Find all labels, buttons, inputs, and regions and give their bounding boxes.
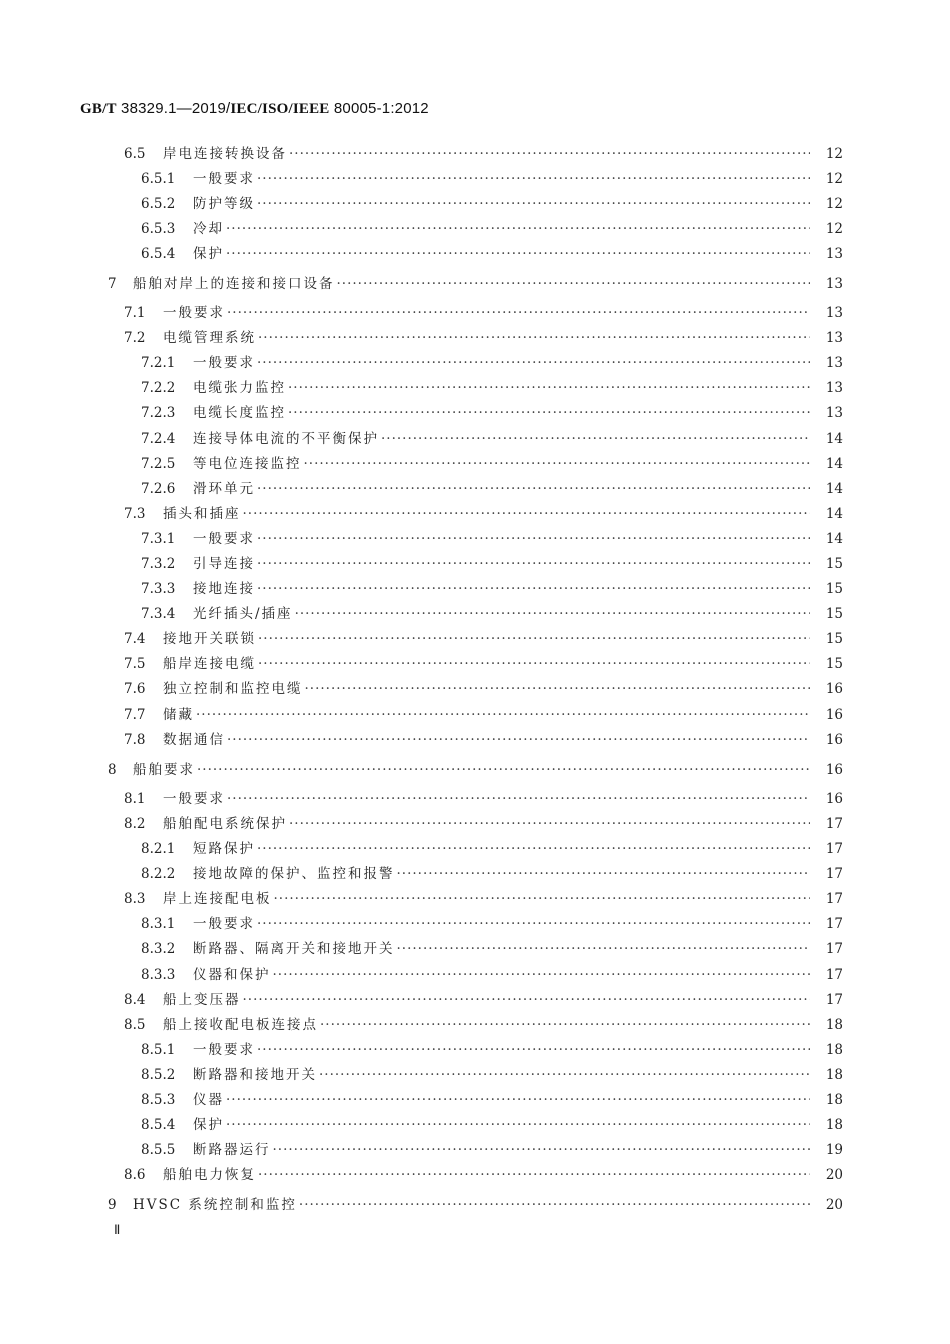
toc-entry-title: 一般要求	[163, 790, 225, 807]
toc-entry-page: 14	[825, 505, 843, 522]
toc-entry[interactable]	[0, 728, 950, 753]
toc-entry-number: 7.6	[124, 681, 146, 698]
toc-entry[interactable]	[0, 167, 950, 192]
toc-entry-title: 保护	[193, 245, 224, 262]
dot-leader	[243, 988, 811, 1013]
toc-entry-page: 15	[825, 606, 843, 623]
toc-entry-page: 13	[825, 380, 843, 397]
toc-entry-title: 仪器和保护	[193, 966, 271, 983]
toc-entry-page: 13	[825, 245, 843, 262]
toc-entry-title: 船上变压器	[163, 991, 241, 1008]
toc-entry-page: 17	[825, 891, 843, 908]
dot-leader	[381, 427, 810, 452]
toc-entry-number: 8.6	[124, 1167, 146, 1184]
dot-leader	[227, 301, 810, 326]
dot-leader	[305, 677, 811, 702]
toc-entry[interactable]	[0, 837, 950, 862]
dot-leader	[273, 963, 811, 988]
standard-prefix: GB/T	[80, 101, 117, 117]
toc-entry-number: 7.2.6	[141, 480, 176, 497]
toc-entry-page: 13	[825, 330, 843, 347]
toc-entry-number: 7.8	[124, 731, 146, 748]
toc-entry-number: 8.5	[124, 1016, 146, 1033]
toc-entry-title: 冷却	[193, 220, 224, 237]
toc-entry-page: 15	[825, 631, 843, 648]
dot-leader	[257, 192, 810, 217]
dot-leader	[258, 652, 810, 677]
dot-leader	[243, 502, 811, 527]
toc-entry-title: 船上接收配电板连接点	[163, 1016, 318, 1033]
toc-entry-number: 6.5.3	[141, 220, 176, 237]
toc-entry-number: 7.2.1	[141, 355, 176, 372]
toc-entry-number: 8.3	[124, 891, 146, 908]
toc-entry-title: 一般要求	[193, 530, 255, 547]
toc-entry-title: 光纤插头/插座	[193, 606, 293, 623]
toc-entry-title: 引导连接	[193, 556, 255, 572]
document-header	[80, 100, 429, 118]
dot-leader	[197, 758, 810, 783]
toc-entry-title: 断路器运行	[193, 1142, 271, 1159]
dot-leader	[226, 242, 810, 267]
toc-entry-title: 船舶对岸上的连接和接口设备	[133, 275, 335, 292]
toc-entry-title: 电缆长度监控	[193, 405, 286, 422]
toc-entry-page: 17	[825, 815, 843, 832]
toc-entry-number: 7	[108, 275, 117, 292]
toc-entry-page: 18	[825, 1091, 843, 1108]
toc-entry-page: 16	[825, 706, 843, 723]
toc-entry-title: HVSC 系统控制和监控	[133, 1197, 297, 1214]
toc-entry[interactable]	[0, 652, 950, 677]
dot-leader	[258, 326, 810, 351]
toc-entry-page: 17	[825, 841, 843, 858]
toc-entry-page: 16	[825, 761, 843, 778]
dot-leader	[257, 477, 810, 502]
dot-leader	[226, 1113, 810, 1138]
toc-entry-number: 8.3.3	[141, 966, 176, 983]
toc-entry-number: 8.4	[124, 991, 146, 1008]
toc-entry-title: 岸上连接配电板	[163, 891, 272, 908]
toc-entry-page: 12	[825, 220, 843, 237]
toc-entry-number: 8.3.2	[141, 941, 176, 958]
toc-entry-number: 6.5.1	[141, 170, 176, 187]
dot-leader	[289, 812, 810, 837]
toc-entry-page: 13	[825, 405, 843, 422]
toc-entry-page: 13	[825, 275, 843, 292]
toc-entry-number: 7.4	[124, 631, 146, 648]
toc-entry-title: 电缆张力监控	[193, 380, 286, 397]
toc-entry[interactable]	[0, 887, 950, 912]
toc-entry-page: 19	[825, 1142, 843, 1159]
dot-leader	[397, 862, 811, 887]
toc-entry[interactable]	[0, 627, 950, 652]
toc-entry-page: 12	[825, 170, 843, 187]
toc-entry-number: 8.5.4	[141, 1117, 176, 1134]
standard-intl-number: 80005-1:2012	[329, 100, 429, 117]
toc-entry[interactable]	[0, 192, 950, 217]
toc-entry-page: 17	[825, 916, 843, 933]
dot-leader	[257, 1038, 810, 1063]
toc-entry-title: 滑环单元	[193, 480, 255, 497]
toc-entry[interactable]	[0, 988, 950, 1013]
toc-entry[interactable]	[0, 452, 950, 477]
toc-entry-title: 等电位连接监控	[193, 455, 302, 472]
toc-entry-page: 14	[825, 530, 843, 547]
toc-entry-title: 一般要求	[193, 355, 255, 372]
toc-entry-page: 17	[825, 866, 843, 883]
toc-entry-number: 8.5.1	[141, 1041, 176, 1058]
toc-entry-title: 船岸连接电缆	[163, 656, 256, 673]
toc-entry[interactable]	[0, 326, 950, 351]
toc-entry-number: 6.5.4	[141, 245, 176, 262]
dot-leader	[320, 1013, 810, 1038]
toc-entry-number: 8.5.2	[141, 1066, 176, 1083]
dot-leader	[295, 602, 810, 627]
toc-entry[interactable]	[0, 527, 950, 552]
toc-entry[interactable]	[0, 1013, 950, 1038]
toc-entry[interactable]	[0, 552, 950, 577]
toc-entry[interactable]	[0, 862, 950, 887]
toc-entry-number: 6.5	[124, 145, 146, 162]
toc-entry-page: 18	[825, 1117, 843, 1134]
dot-leader	[319, 1063, 810, 1088]
page-number: Ⅱ	[114, 1222, 121, 1237]
toc-entry[interactable]	[0, 787, 950, 812]
toc-entry[interactable]	[0, 677, 950, 702]
toc-entry-number: 6.5.2	[141, 195, 176, 212]
toc-entry-number: 9	[108, 1197, 117, 1214]
toc-entry-page: 16	[825, 731, 843, 748]
toc-entry[interactable]	[0, 937, 950, 962]
toc-entry-title: 接地连接	[193, 581, 255, 598]
toc-entry-number: 8.3.1	[141, 916, 176, 933]
toc-entry-number: 7.2.2	[141, 380, 176, 397]
toc-chapter-entry[interactable]	[0, 267, 950, 301]
toc-entry-title: 电缆管理系统	[163, 330, 256, 347]
dot-leader	[288, 401, 810, 426]
table-of-contents	[0, 142, 950, 1223]
toc-entry-title: 保护	[193, 1117, 224, 1134]
toc-entry[interactable]	[0, 401, 950, 426]
dot-leader	[257, 577, 810, 602]
toc-entry-page: 13	[825, 355, 843, 372]
dot-leader	[227, 787, 810, 812]
toc-entry-title: 接地故障的保护、监控和报警	[193, 866, 395, 883]
toc-entry-title: 仪器	[193, 1091, 224, 1108]
toc-entry-title: 船舶电力恢复	[163, 1167, 256, 1184]
toc-entry[interactable]	[0, 502, 950, 527]
toc-entry-number: 7.5	[124, 656, 146, 673]
toc-entry-page: 14	[825, 480, 843, 497]
toc-entry[interactable]	[0, 602, 950, 627]
toc-entry[interactable]	[0, 1063, 950, 1088]
toc-entry-title: 插头和插座	[163, 505, 241, 522]
dot-leader	[257, 912, 810, 937]
toc-entry[interactable]	[0, 1038, 950, 1063]
toc-entry-page: 15	[825, 556, 843, 572]
toc-entry-title: 断路器和接地开关	[193, 1066, 317, 1083]
toc-entry-number: 7.2	[124, 330, 146, 347]
toc-entry-title: 短路保护	[193, 841, 255, 858]
toc-entry-title: 一般要求	[193, 170, 255, 187]
toc-entry-page: 15	[825, 581, 843, 598]
toc-entry-number: 7.2.4	[141, 430, 176, 447]
toc-entry-number: 8.2	[124, 815, 146, 832]
toc-entry[interactable]	[0, 812, 950, 837]
toc-entry-number: 7.3	[124, 505, 146, 522]
toc-entry-page: 16	[825, 681, 843, 698]
toc-entry[interactable]	[0, 477, 950, 502]
standard-number: 38329.1—2019/	[116, 100, 231, 117]
toc-entry[interactable]	[0, 1113, 950, 1138]
toc-chapter-entry[interactable]	[0, 1188, 950, 1222]
toc-entry-page: 15	[825, 656, 843, 673]
toc-entry-number: 8.1	[124, 790, 146, 807]
dot-leader	[397, 937, 811, 962]
toc-entry-number: 8.5.3	[141, 1091, 176, 1108]
toc-entry-page: 17	[825, 941, 843, 958]
dot-leader	[299, 1193, 810, 1218]
toc-entry[interactable]	[0, 427, 950, 452]
toc-entry-page: 18	[825, 1041, 843, 1058]
toc-entry-page: 16	[825, 790, 843, 807]
toc-entry-page: 12	[825, 195, 843, 212]
dot-leader	[288, 376, 810, 401]
toc-entry-number: 7.3.3	[141, 581, 176, 598]
dot-leader	[258, 627, 810, 652]
toc-entry[interactable]	[0, 217, 950, 242]
toc-entry[interactable]	[0, 577, 950, 602]
dot-leader	[273, 1138, 811, 1163]
toc-entry[interactable]	[0, 1088, 950, 1113]
standard-orgs: IEC/ISO/IEEE	[230, 101, 330, 117]
toc-entry[interactable]	[0, 242, 950, 267]
toc-entry-page: 20	[825, 1167, 843, 1184]
toc-entry-page: 12	[825, 145, 843, 162]
dot-leader	[257, 552, 810, 577]
dot-leader	[257, 527, 810, 552]
toc-entry[interactable]	[0, 1138, 950, 1163]
dot-leader	[304, 452, 811, 477]
dot-leader	[257, 837, 810, 862]
toc-entry-number: 8.5.5	[141, 1142, 176, 1159]
toc-chapter-entry[interactable]	[0, 753, 950, 787]
toc-entry[interactable]	[0, 912, 950, 937]
toc-entry-page: 20	[825, 1197, 843, 1214]
toc-entry-number: 7.1	[124, 305, 146, 322]
toc-entry-title: 船舶配电系统保护	[163, 815, 287, 832]
dot-leader	[274, 887, 811, 912]
dot-leader	[258, 1163, 810, 1188]
toc-entry-title: 岸电连接转换设备	[163, 145, 287, 162]
toc-entry-title: 断路器、隔离开关和接地开关	[193, 941, 395, 958]
toc-entry-page: 17	[825, 966, 843, 983]
toc-entry-page: 13	[825, 305, 843, 322]
toc-entry-page: 14	[825, 455, 843, 472]
toc-entry-number: 8.2.1	[141, 841, 176, 858]
toc-entry-number: 7.2.3	[141, 405, 176, 422]
toc-entry-title: 独立控制和监控电缆	[163, 681, 303, 698]
dot-leader	[257, 351, 810, 376]
toc-entry[interactable]	[0, 351, 950, 376]
toc-entry[interactable]	[0, 376, 950, 401]
dot-leader	[257, 167, 810, 192]
toc-entry-title: 储藏	[163, 706, 194, 723]
dot-leader	[226, 1088, 810, 1113]
dot-leader	[227, 728, 810, 753]
toc-entry-title: 一般要求	[163, 305, 225, 322]
toc-entry-page: 14	[825, 430, 843, 447]
toc-entry-number: 7.7	[124, 706, 146, 723]
toc-entry-number: 7.2.5	[141, 455, 176, 472]
toc-entry-title: 船舶要求	[133, 761, 195, 778]
toc-entry-title: 一般要求	[193, 916, 255, 933]
toc-entry-number: 7.3.4	[141, 606, 176, 623]
toc-entry-page: 18	[825, 1016, 843, 1033]
toc-entry-page: 17	[825, 991, 843, 1008]
dot-leader	[226, 217, 810, 242]
toc-entry-title: 防护等级	[193, 195, 255, 212]
toc-entry[interactable]	[0, 1163, 950, 1188]
toc-entry-title: 接地开关联锁	[163, 631, 256, 648]
toc-entry[interactable]	[0, 301, 950, 326]
toc-entry[interactable]	[0, 703, 950, 728]
toc-entry-number: 8	[108, 761, 117, 778]
toc-entry[interactable]	[0, 142, 950, 167]
toc-entry[interactable]	[0, 963, 950, 988]
toc-entry-number: 7.3.2	[141, 556, 176, 572]
toc-entry-title: 连接导体电流的不平衡保护	[193, 430, 379, 447]
toc-entry-title: 一般要求	[193, 1041, 255, 1058]
toc-entry-number: 7.3.1	[141, 530, 176, 547]
toc-entry-page: 18	[825, 1066, 843, 1083]
dot-leader	[337, 272, 811, 297]
toc-entry-number: 8.2.2	[141, 866, 176, 883]
toc-entry-title: 数据通信	[163, 731, 225, 748]
dot-leader	[289, 142, 810, 167]
dot-leader	[196, 703, 810, 728]
